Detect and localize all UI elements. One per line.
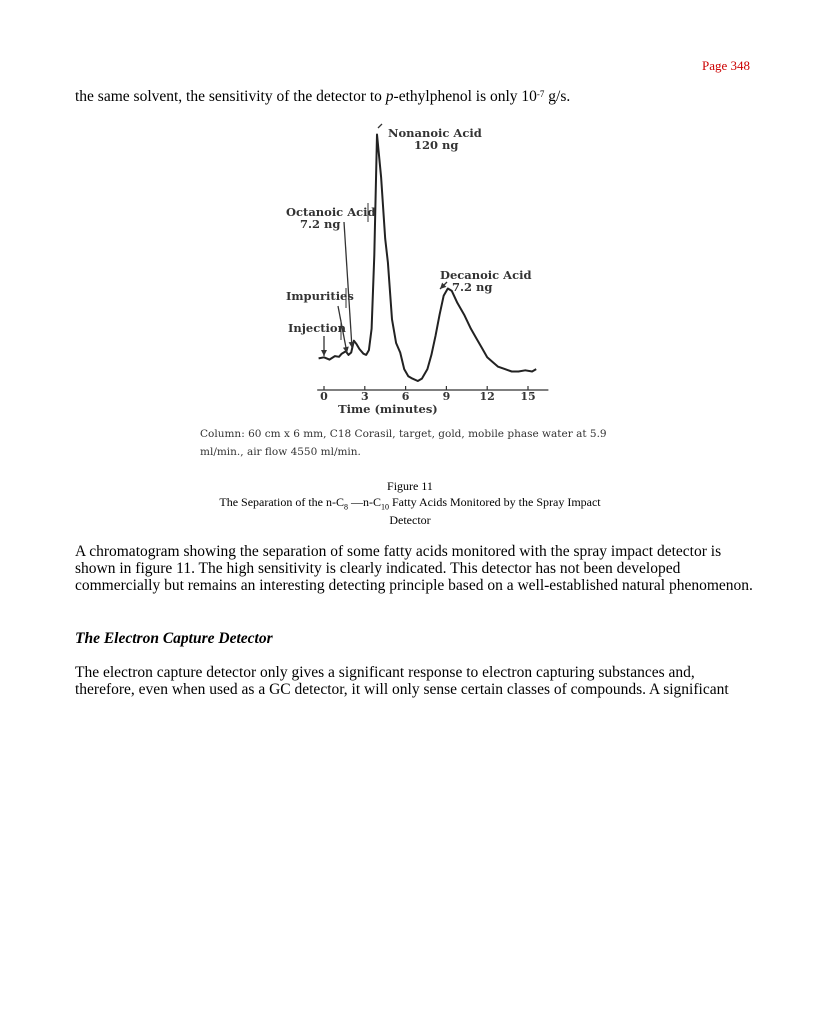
x-tick-label: 9 bbox=[442, 390, 451, 403]
x-tick-label: 3 bbox=[360, 390, 369, 403]
intro-text-after: g/s. bbox=[544, 88, 571, 105]
x-tick-label: 0 bbox=[320, 390, 328, 403]
figure-title-sub2: 10 bbox=[381, 502, 389, 512]
annotation-arrowhead bbox=[321, 350, 327, 356]
body-paragraph-1: A chromatogram showing the separation of some fatty acids monitored with the spray impact detector is shown in figure 11. The high sensitivity is clearly indicated. This detector has not been developed commercially but remains an interesting detecting principle based on a well-established natural phenomenon. bbox=[75, 543, 753, 594]
peak-label: Decanoic Acid bbox=[440, 268, 532, 282]
peak-amount-label: 7.2 ng bbox=[452, 280, 493, 294]
x-tick-label: 6 bbox=[401, 390, 410, 403]
peak-label: Impurities bbox=[286, 289, 354, 303]
chromatogram-annotations bbox=[286, 124, 531, 356]
figure-title-part2: —n-C bbox=[348, 495, 381, 509]
figure-label: Figure 11 bbox=[387, 479, 433, 493]
figure-title-part3: Fatty Acids Monitored by the Spray Impact bbox=[389, 495, 601, 509]
figure-title-line2: Detector bbox=[389, 513, 431, 527]
annotation-pointer-line bbox=[378, 124, 382, 128]
page-number: Page 348 bbox=[701, 58, 750, 73]
intro-text-before: the same solvent, the sensitivity of the detector to bbox=[75, 88, 386, 105]
peak-amount-label: 7.2 ng bbox=[300, 217, 341, 231]
intro-text-middle: -ethylphenol is only 10 bbox=[393, 88, 537, 105]
intro-italic-p: p bbox=[385, 88, 394, 105]
section-heading: The Electron Capture Detector bbox=[75, 630, 273, 647]
x-axis-label: Time (minutes) bbox=[338, 402, 438, 416]
figure-title-sub1: 8 bbox=[344, 502, 348, 512]
body-paragraph-2: The electron capture detector only gives a significant response to electron capturing substances and, therefore, even when used as a GC detector, it will only sense certain classes of compounds. A significant bbox=[75, 664, 729, 698]
chromatogram-ticks bbox=[320, 386, 535, 403]
figure-column-note: Column: 60 cm x 6 mm, C18 Corasil, target, gold, mobile phase water at 5.9 ml/min., air flow 4550 ml/min. bbox=[200, 428, 607, 458]
x-tick-label: 12 bbox=[479, 390, 495, 403]
peak-label: Injection bbox=[288, 321, 346, 335]
x-tick-label: 15 bbox=[520, 390, 536, 403]
peak-label: Octanoic Acid bbox=[286, 205, 376, 219]
intro-exponent: -7 bbox=[536, 89, 545, 99]
figure-title-part1: The Separation of the n-C bbox=[219, 495, 344, 509]
peak-amount-label: 120 ng bbox=[414, 138, 459, 152]
peak-label: Nonanoic Acid bbox=[388, 126, 482, 140]
chromatogram-figure bbox=[0, 0, 821, 430]
